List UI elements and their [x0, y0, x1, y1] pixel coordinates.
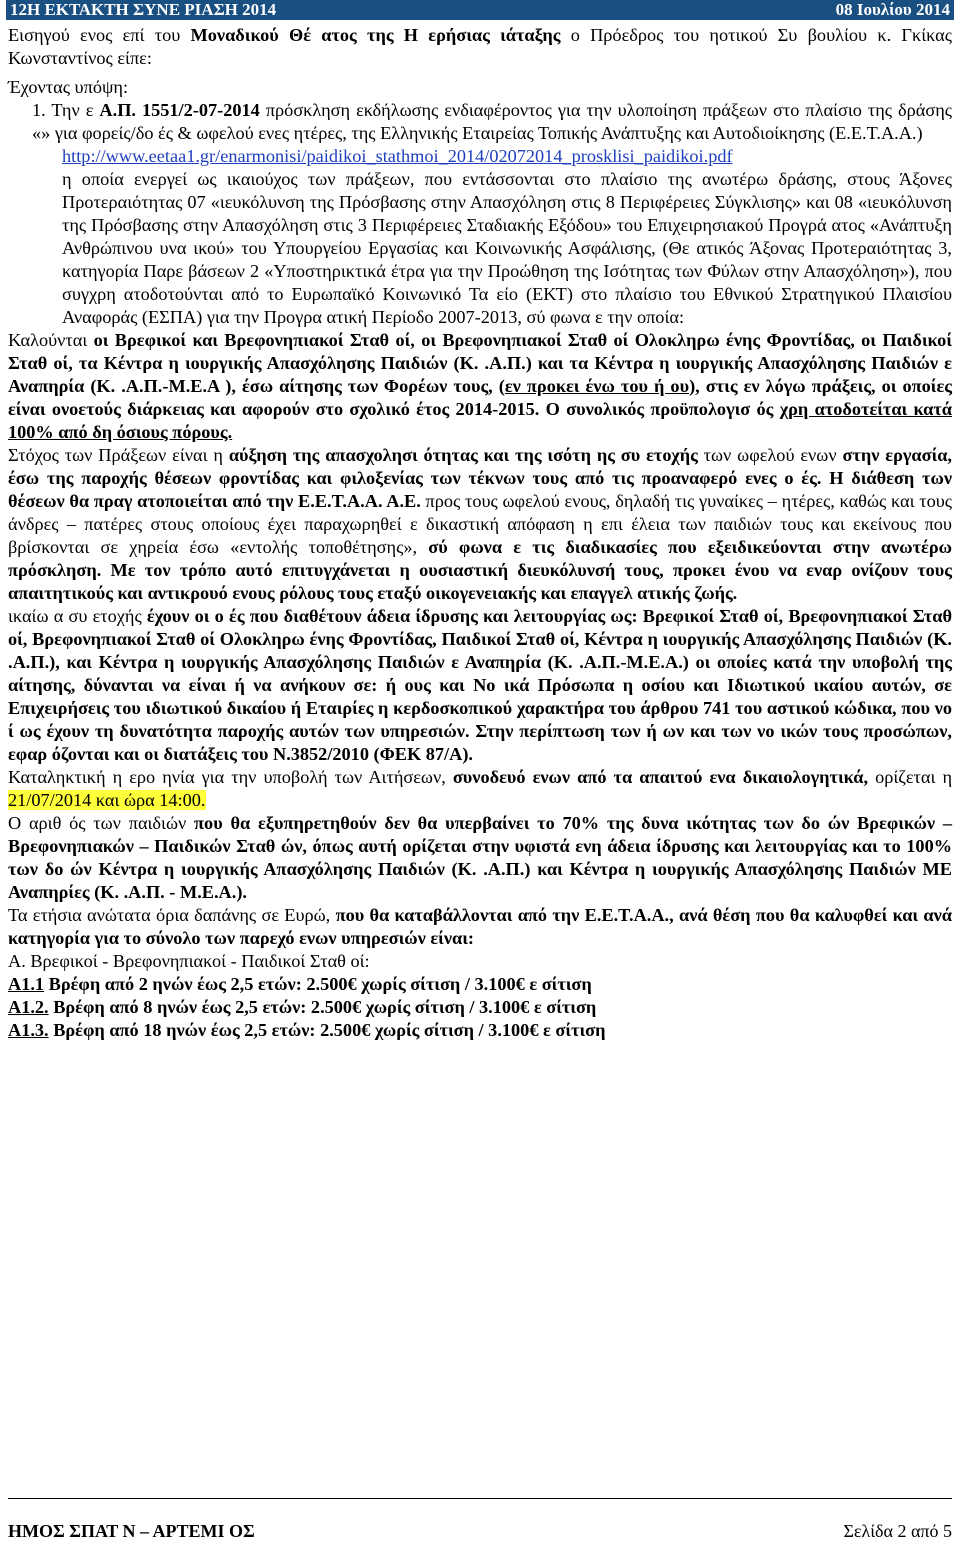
paragraph-invitation — [8, 329, 952, 444]
para2-mid1: των ωφελού ενων — [697, 445, 843, 465]
para2-bold1: αύξηση της απασχολησι ότητας και της ισότη ης συ ετοχής — [228, 445, 698, 465]
para4-mid: ορίζεται η — [868, 767, 952, 787]
paragraph-goal — [8, 444, 952, 605]
item1-text-b: » για φορείς/δο ές & ωφελού ενες ητέρες, της Ελληνικής Εταιρείας Τοπικής Ανάπτυξης και Αυτοδιοίκησης (Ε.Ε.Τ.Α.Α.) — [41, 123, 923, 143]
item1-link-line — [62, 145, 952, 168]
rate-row — [8, 1019, 952, 1042]
para1-mid2: ), στις εν λόγω πράξεις, οι οποίες είναι ονοετούς διάρκειας και αφορούν στο σχολικό έτος 2014-2015. Ο συνολικός προϋπολογισ ός — [8, 376, 952, 419]
para5-text: Ο αριθ ός των παιδιών — [8, 813, 195, 833]
meeting-title: 12Η ΕΚΤΑΚΤΗ ΣΥΝΕ ΡΙΑΣΗ 2014 — [10, 0, 277, 19]
section-a-heading: Α. Βρεφικοί - Βρεφονηπιακοί - Παιδικοί Σταθ οί: — [8, 951, 370, 971]
para1-text: Καλούνται — [8, 330, 94, 350]
para6-text: Τα ετήσια ανώτατα όρια δαπάνης σε Ευρώ, — [8, 905, 336, 925]
para3-text: ικαίω α συ ετοχής — [8, 606, 147, 626]
municipality-name: ΗΜΟΣ ΣΠΑΤ Ν – ΑΡΤΕΜΙ ΟΣ — [8, 1521, 255, 1541]
document-body — [8, 24, 952, 1042]
having-in-mind: Έχοντας υπόψη: — [8, 77, 129, 97]
para1-mid: έσω αίτησης των Φορέων τους, ( — [235, 376, 505, 396]
page-number: Σελίδα 2 από 5 — [843, 1521, 952, 1541]
rate-text: Βρέφη από 2 ηνών έως 2,5 ετών: 2.500€ χωρίς σίτιση / 3.100€ ε σίτιση — [44, 974, 592, 994]
page-header — [6, 0, 954, 20]
para2-bold2: στην εργασία, έσω της παροχής θέσεων φροντίδας και φιλοξενίας των τέκνων τους από τις προαναφερό ενες ο ές. Η διάθεση των θέσεων θα πραγ ατοποιείται από την Ε.Ε.Τ.Α.Α. Α.Ε. — [8, 445, 953, 511]
para2-bold3: σύ φωνα ε τις διαδικασίες που εξειδικεύονται στην ανωτέρω πρόσκληση. Με τον τρόπο αυτό επιτυγχάνεται η ουσιαστική διευκόλυνσή τους, προκει ένου να εναρ ονίζουν τους απαιτητικούς και αντικρουό ενους ρόλους τους εταξύ οικογενειακής και επαγγελ ατικής ζωής. — [8, 537, 952, 603]
item1-description: η οποία ενεργεί ως ικαιούχος των πράξεων, που εντάσσονται στο πλαίσιο της ανωτέρω δράσης, στους Άξονες Προτεραιότητας 07 «ιευκόλυνση της Πρόσβασης στην Απασχόληση στις 8 Περιφέρειες Σύγκλισης» και 08 «ιευκόλυνση της Πρόσβασης στην Απασχόληση στις 3 Περιφέρειες Σταδιακής Εξόδου» του Επιχειρησιακού Προγρά ατος «Ανάπτυξη Ανθρώπινου υνα ικού» του Υπουργείου Εργασίας και Κοινωνικής Ασφάλισης, (Θε ατικός Άξονας Προτεραιότητας 3, κατηγορία Παρε βάσεων 2 «Υποστηρικτικά έτρα για την Προώθηση της Ισότητας των Φύλων στην Απασχόληση»), που συγχρη ατοδοτούνται από το Ευρωπαϊκό Κοινωνικό Τα είο (ΕΚΤ) στο πλαίσιο του Εθνικού Στρατηγικού Πλαισίου Αναφοράς (ΕΣΠΑ) για την Προγρα ατική Περίοδο 2007-2013, σύ φωνα ε την οποία: — [62, 169, 952, 327]
rate-code: Α1.2. — [8, 997, 49, 1017]
para4-bold: συνοδευό ενων από τα απαιτού ενα δικαιολογητικά, — [452, 767, 869, 787]
para1-underlined2: χρη ατοδοτείται κατά 100% από δη όσιους πόρους. — [8, 399, 952, 442]
para6-bold: που θα καταβάλλονται από την Ε.Ε.Τ.Α.Α., ανά θέση που θα καλυφθεί και ανά κατηγορία για το σύνολο των παρεχό ενων υπηρεσιών είναι: — [8, 905, 952, 948]
rate-code: Α1.1 — [8, 974, 45, 994]
rate-code: Α1.3. — [8, 1020, 49, 1040]
invitation-link[interactable]: http://www.eetaa1.gr/enarmonisi/paidikoi_stathmoi_2014/02072014_prosklisi_paidikoi.pdf — [62, 146, 733, 166]
intro-subject: Μοναδικού Θέ ατος της Η ερήσιας ιάταξης — [190, 25, 561, 45]
paragraph-limits — [8, 904, 952, 950]
rate-row — [8, 996, 952, 1019]
paragraph-deadline — [8, 766, 952, 812]
para4-text: Καταληκτική η ερο ηνία για την υποβολή των Αιτήσεων, — [8, 767, 453, 787]
para1-underlined: εν προκει ένω του ή ου — [504, 376, 690, 396]
deadline-highlight: 21/07/2014 και ώρα 14:00. — [8, 790, 206, 810]
paragraph-capacity — [8, 812, 952, 904]
rate-text: Βρέφη από 8 ηνών έως 2,5 ετών: 2.500€ χωρίς σίτιση / 3.100€ ε σίτιση — [48, 997, 597, 1017]
intro-text: Εισηγού ενος επί του — [8, 25, 191, 45]
meeting-date: 08 Ιουλίου 2014 — [835, 0, 950, 19]
para2-text: Στόχος των Πράξεων είναι η — [8, 445, 229, 465]
para5-bold: που θα εξυπηρετηθούν δεν θα υπερβαίνει το 70% της δυνα ικότητας των δο ών Βρεφικών – Βρεφονηπιακών – Παιδικών Σταθ ών, όπως αυτή ορίζεται στην υφιστά ενη άδεια ίδρυσης και λειτουργίας και το 100% των δο ών Κέντρα η ιουργικής Απασχόλησης Παιδιών (Κ. .Α.Π.) και Κέντρα η ιουργικής Απασχόλησης Παιδιών ΜΕ Αναπηρίες (Κ. .Α.Π. - Μ.Ε.Α.). — [8, 813, 952, 902]
item1-body — [8, 145, 952, 329]
rate-text: Βρέφη από 18 ηνών έως 2,5 ετών: 2.500€ χωρίς σίτιση / 3.100€ ε σίτιση — [48, 1020, 606, 1040]
page-footer — [8, 1498, 952, 1542]
intro-paragraph — [8, 24, 952, 70]
rate-row — [8, 973, 952, 996]
paragraph-eligibility — [8, 605, 952, 766]
para3-bold: έχουν οι ο ές που διαθέτουν άδεια ίδρυσης και λειτουργίας ως: Βρεφικοί Σταθ οί, Βρεφονηπιακοί Σταθ οί, Βρεφονηπιακοί Σταθ οί Ολοκληρω ένης Φροντίδας, Παιδικοί Σταθ οί, Κέντρα η ιουργικής Απασχόλησης Παιδιών (Κ. .Α.Π.), και Κέντρα η ιουργικής Απασχόλησης Παιδιών ε Αναπηρία (Κ. .Α.Π.-Μ.Ε.Α.) οι οποίες κατά την υποβολή της αίτησης, δύνανται να είναι ή να ανήκουν σε: ή ους και Νο ικά Πρόσωπα η οσίου και Ιδιωτικού ικαίου αυτών, σε Επιχειρήσεις του ιδιωτικού δικαίου ή Εταιρίες η κερδοσκοπικού χαρακτήρα του άρθρου 741 του αστικού κώδικα, που νο ί ως έχουν τη δυνατότητα παροχής αυτών των υπηρεσιών. Στην περίπτωση των ή ων και των νο ικών τους προσώπων, εφαρ όζονται και οι διατάξεις του Ν.3852/2010 (ΦΕΚ 87/Α). — [8, 606, 952, 764]
list-item-1 — [8, 99, 952, 145]
item1-heading — [32, 99, 952, 145]
para2-mid2: προς τους ωφελού ενους, δηλαδή τις γυναίκες – ητέρες, καθώς και τους άνδρες – πατέρες στους οποίους έχει παραχωρηθεί ε δικαστική απόφαση η επι έλεια των παιδιών τους και εκείνους που βρίσκονται σε χηρεία έσω «εντολής τοποθέτησης», — [8, 491, 953, 557]
para1-bold: οι Βρεφικοί και Βρεφονηπιακοί Σταθ οί, οι Βρεφονηπιακοί Σταθ οί Ολοκληρω ένης Φροντίδας, οι Παιδικοί Σταθ οί, τα Κέντρα η ιουργικής Απασχόλησης Παιδιών (Κ. .Α.Π.) και τα Κέντρα η ιουργικής Απασχόλησης Παιδιών ε Αναπηρία (Κ. .Α.Π.-Μ.Ε.Α ), — [8, 330, 952, 396]
intro-speaker: ο Πρόεδρος του ηοτικού Συ βουλίου κ. Γκίκας Κωνσταντίνος είπε: — [8, 25, 952, 68]
item1-number: 1. Την ε — [32, 100, 100, 120]
item1-protocol: Α.Π. 1551/2-07-2014 — [99, 100, 260, 120]
item1-text: πρόσκληση εκδήλωσης ενδιαφέροντος για την υλοποίηση πράξεων στο πλαίσιο της δράσης « — [32, 100, 953, 143]
